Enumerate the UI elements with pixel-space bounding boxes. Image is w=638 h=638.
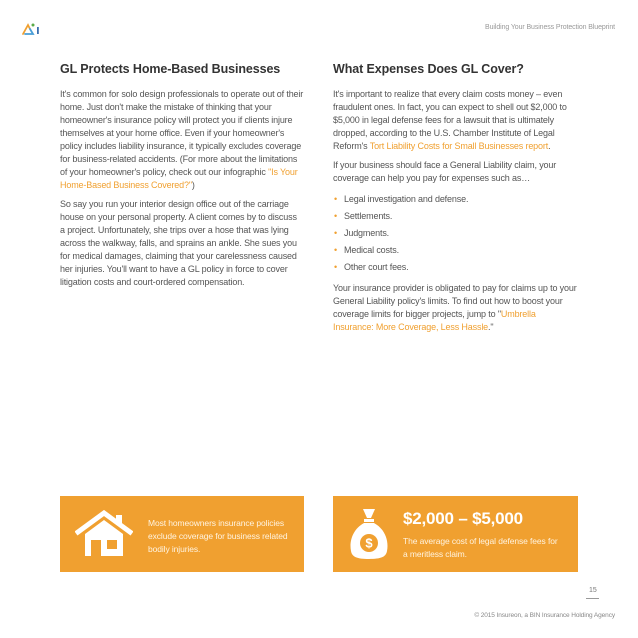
section-heading: GL Protects Home-Based Businesses	[60, 62, 281, 76]
report-link[interactable]: Tort Liability Costs for Small Businesses report	[369, 141, 549, 151]
callout-text: The average cost of legal defense fees for a meritless claim.	[403, 536, 558, 559]
paragraph	[333, 282, 577, 334]
paragraph-text: .	[548, 141, 551, 151]
money-bag-icon	[347, 505, 391, 561]
right-column	[333, 62, 577, 340]
paragraph-text: )	[191, 180, 195, 190]
svg-text:$: $	[365, 535, 373, 551]
list-item: • Settlements.	[333, 208, 577, 225]
paragraph-text: Your insurance provider is obligated to pay for claims up to your General Liability policy's limits. To find out how to boost your coverage limits for bigger projects, jump to "	[333, 283, 577, 319]
bullet-icon: •	[334, 194, 338, 204]
bullet-icon: •	[334, 245, 338, 255]
page-number-divider	[586, 598, 599, 599]
left-column	[60, 62, 304, 295]
cost-amount: $2,000 – $5,000	[403, 509, 523, 528]
list-item: • Other court fees.	[333, 259, 577, 276]
copyright-notice: © 2015 Insureon, a BIN Insurance Holding Agency	[474, 612, 615, 619]
paragraph	[333, 88, 577, 153]
document-title: Building Your Business Protection Blueprint	[485, 24, 615, 31]
paragraph-text: ."	[488, 322, 494, 332]
umbrella-insurance-link[interactable]: Umbrella Insurance: More Coverage, Less Hassle	[333, 309, 536, 332]
paragraph: So say you run your interior design office out of the carriage house on your personal property. A client comes by to discuss a project. Unfortunately, she trips over a hose that was lying across the walkway, falls, and sprains an ankle. She sues you for medical damages, claiming that your carelessness caused her injuries. You'll want to have a GL policy in force to cover litigation costs and court-ordered compensation.	[60, 199, 297, 287]
bullet-icon: •	[334, 262, 338, 272]
list-item: • Judgments.	[333, 225, 577, 242]
cost-callout	[333, 496, 578, 572]
list-item: • Medical costs.	[333, 242, 577, 259]
expense-list	[333, 191, 577, 276]
paragraph-text: It's important to realize that every claim costs money – even fraudulent ones. In fact, you can expect to shell out $2,000 to $5,000 in legal defense fees for a lawsuit that is ultimately dropped, according to the U.S. Chamber Institute of Legal Reform's	[333, 89, 567, 151]
paragraph	[60, 88, 304, 192]
insureon-logo-icon	[21, 22, 41, 36]
house-icon	[75, 510, 133, 558]
list-item: • Legal investigation and defense.	[333, 191, 577, 208]
callout-text: Most homeowners insurance policies exclude coverage for business related bodily injuries.	[148, 518, 288, 554]
paragraph: If your business should face a General Liability claim, your coverage can help you pay for expenses such as…	[333, 160, 557, 183]
section-heading: What Expenses Does GL Cover?	[333, 62, 524, 76]
bullet-icon: •	[334, 228, 338, 238]
infographic-link[interactable]: "Is Your Home-Based Business Covered?"	[60, 167, 298, 190]
homeowners-callout	[60, 496, 304, 572]
bullet-icon: •	[334, 211, 338, 221]
page-number: 15	[589, 587, 597, 594]
paragraph-text: It's common for solo design professionals to operate out of their home. Just don't make the mistake of thinking that your homeowner's insurance policy will protect you if clients injure themselves at your home office. Even if your homeowner's policy includes liability insurance, it typically excludes coverage for business-related accidents. (For more about the limitations of your homeowner's policy, check out our infographic	[60, 89, 304, 177]
